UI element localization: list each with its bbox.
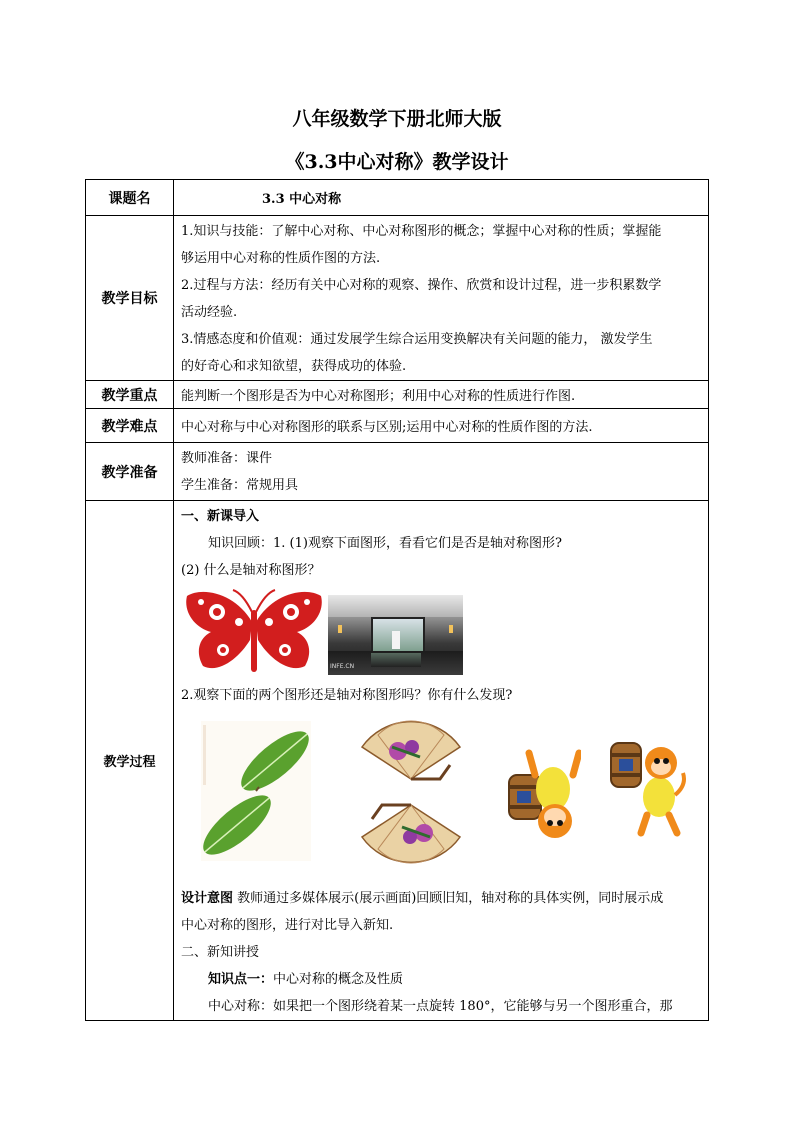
knowledge-point-line: 知识点一：中心对称的概念及性质 <box>208 972 404 987</box>
definition-line: 中心对称：如果把一个图形绕着某一点旋转 180°，它能够与另一个图形重合，那 <box>208 999 673 1014</box>
doc-title: 八年级数学下册北师大版 <box>292 108 502 130</box>
doc-subtitle: 《3.3中心对称》教学设计 <box>285 151 509 173</box>
design-intent-line: 设计意图 教师通过多媒体展示(展示画面)回顾旧知，轴对称的具体实例，同时展示成 <box>181 891 664 906</box>
goal-line: 活动经验. <box>181 305 238 320</box>
row-prep <box>86 443 709 501</box>
lesson-plan-table <box>85 179 709 1021</box>
goal-line: 的好奇心和求知欲望，获得成功的体验. <box>181 359 407 374</box>
row-goals <box>86 216 709 381</box>
goals-content <box>174 216 709 381</box>
label-goals: 教学目标 <box>86 216 174 381</box>
butterfly-papercut-image <box>181 588 327 680</box>
prep-content <box>174 443 709 501</box>
monkey-barrel-image-upright <box>607 737 689 837</box>
section-intro-heading: 一、新课导入 <box>181 509 260 524</box>
row-key <box>86 381 709 409</box>
goal-line: 够运用中心对称的性质作图的方法. <box>181 251 381 266</box>
leaf-pair-image <box>201 721 311 861</box>
goal-line: 2.过程与方法：经历有关中心对称的观察、操作、欣赏和设计过程，进一步积累数学 <box>181 278 662 293</box>
row-process <box>86 501 709 1021</box>
goal-line: 3.情感态度和价值观：通过发展学生综合运用变换解决有关问题的能力， 激发学生 <box>181 332 653 347</box>
definition-label: 中心对称： <box>208 999 274 1014</box>
key-value: 能判断一个图形是否为中心对称图形；利用中心对称的性质进行作图. <box>174 381 709 409</box>
design-intent-line-2: 中心对称的图形，进行对比导入新知. <box>181 918 394 933</box>
prep-line: 教师准备：课件 <box>181 451 273 466</box>
symmetric-hall-photo <box>328 595 463 675</box>
prep-line: 学生准备：常规用具 <box>181 478 299 493</box>
design-intent-label: 设计意图 <box>181 891 234 906</box>
label-key: 教学重点 <box>86 381 174 409</box>
photo-watermark: INFE.CN <box>330 663 355 670</box>
goal-line: 1.知识与技能：了解中心对称、中心对称图形的概念；掌握中心对称的性质；掌握能 <box>181 224 662 239</box>
label-prep: 教学准备 <box>86 443 174 501</box>
axis-symmetry-question: (2) 什么是轴对称图形？ <box>181 563 321 578</box>
process-content <box>174 501 709 1021</box>
monkey-barrel-image-upside-down <box>491 735 581 845</box>
folding-fan-image <box>356 717 466 867</box>
row-topic <box>86 180 709 216</box>
recall-question: 知识回顾：1. (1)观察下面图形，看看它们是否是轴对称图形? <box>208 536 562 551</box>
knowledge-point-label: 知识点一： <box>208 972 274 987</box>
row-difficulty <box>86 409 709 443</box>
image-row-2 <box>181 709 702 885</box>
difficulty-value: 中心对称与中心对称图形的联系与区别;运用中心对称的性质作图的方法. <box>174 409 709 443</box>
section-new-knowledge-heading: 二、新知讲授 <box>181 945 260 960</box>
topic-value: 3.3 中心对称 <box>174 180 709 216</box>
label-difficulty: 教学难点 <box>86 409 174 443</box>
image-row-1 <box>181 584 702 682</box>
label-topic: 课题名 <box>86 180 174 216</box>
label-process: 教学过程 <box>86 501 174 1021</box>
observe-question: 2.观察下面的两个图形还是轴对称图形吗？你有什么发现? <box>181 688 513 703</box>
